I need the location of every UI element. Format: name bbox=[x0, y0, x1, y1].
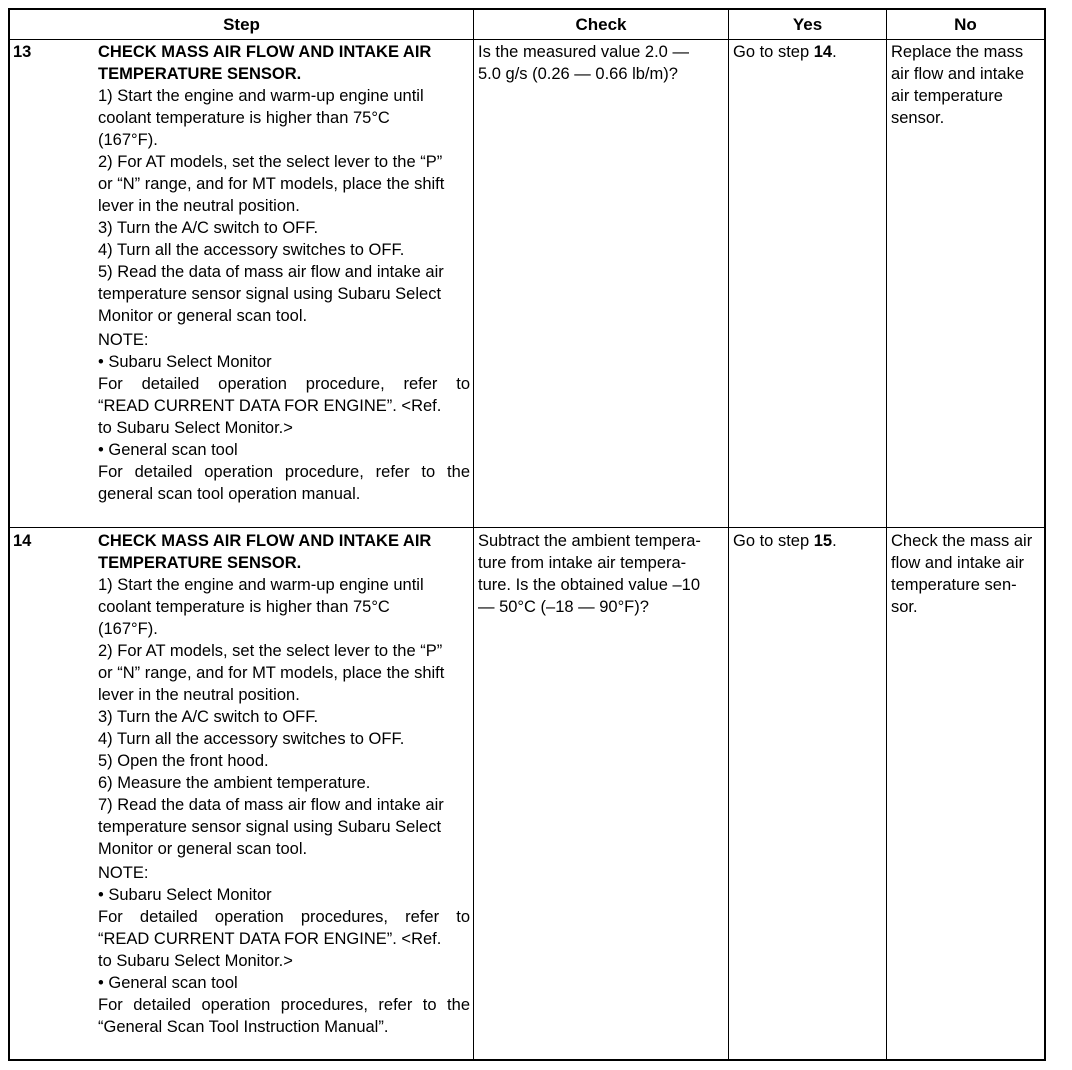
note-line: • Subaru Select Monitor bbox=[98, 886, 272, 904]
note-line: For detailed operation procedure, refer to bbox=[98, 375, 470, 393]
no-line: temperature sen- bbox=[891, 576, 1017, 594]
procedure-line: 3) Turn the A/C switch to OFF. bbox=[98, 219, 319, 237]
no-line: air temperature bbox=[891, 87, 1003, 105]
check-cell bbox=[478, 530, 726, 618]
procedure-line: 6) Measure the ambient temperature. bbox=[98, 774, 371, 792]
header-no: No bbox=[954, 15, 977, 34]
step-title: CHECK MASS AIR FLOW AND INTAKE AIR bbox=[98, 532, 432, 550]
col-divider bbox=[886, 10, 887, 1059]
note-line: • General scan tool bbox=[98, 441, 238, 459]
header-step: Step bbox=[223, 15, 260, 34]
procedure-line: 7) Read the data of mass air flow and intake air bbox=[98, 796, 444, 814]
no-line: Check the mass air bbox=[891, 532, 1033, 550]
header-check: Check bbox=[575, 15, 627, 34]
no-line: Replace the mass bbox=[891, 43, 1024, 61]
no-line: air flow and intake bbox=[891, 65, 1024, 83]
yes-prefix: Go to step bbox=[733, 532, 814, 550]
diagnostic-table bbox=[8, 8, 1046, 1061]
procedure-line: temperature sensor signal using Subaru Select bbox=[98, 285, 442, 303]
step-description bbox=[98, 41, 470, 505]
procedure-line: 5) Open the front hood. bbox=[98, 752, 269, 770]
note-line: For detailed operation procedures, refer to bbox=[98, 908, 470, 926]
note-line: general scan tool operation manual. bbox=[98, 485, 361, 503]
procedure-line: (167°F). bbox=[98, 131, 158, 149]
procedure-line: 1) Start the engine and warm-up engine until bbox=[98, 87, 424, 105]
note-line: • General scan tool bbox=[98, 974, 238, 992]
procedure-line: Monitor or general scan tool. bbox=[98, 840, 308, 858]
no-cell bbox=[891, 530, 1043, 618]
yes-step-link[interactable]: 14 bbox=[813, 43, 833, 61]
step-number: 13 bbox=[13, 43, 32, 61]
no-line: flow and intake air bbox=[891, 554, 1024, 572]
procedure-line: lever in the neutral position. bbox=[98, 686, 300, 704]
procedure-line: 2) For AT models, set the select lever to the “P” bbox=[98, 153, 443, 171]
step-number: 14 bbox=[13, 532, 32, 550]
procedure-line: 5) Read the data of mass air flow and intake air bbox=[98, 263, 444, 281]
note-line: to Subaru Select Monitor.> bbox=[98, 952, 293, 970]
note-label: NOTE: bbox=[98, 331, 149, 349]
no-cell bbox=[891, 41, 1043, 129]
procedure-line: or “N” range, and for MT models, place the shift bbox=[98, 664, 445, 682]
row-divider bbox=[10, 527, 1044, 528]
no-line: sensor. bbox=[891, 109, 945, 127]
procedure-line: 1) Start the engine and warm-up engine until bbox=[98, 576, 424, 594]
yes-cell bbox=[733, 530, 883, 552]
procedure-line: lever in the neutral position. bbox=[98, 197, 300, 215]
procedure-line: 2) For AT models, set the select lever to the “P” bbox=[98, 642, 443, 660]
yes-suffix: . bbox=[832, 43, 837, 61]
check-line: 5.0 g/s (0.26 — 0.66 lb/m)? bbox=[478, 65, 678, 83]
check-line: ture. Is the obtained value –10 bbox=[478, 576, 700, 594]
step-description bbox=[98, 530, 470, 1038]
step-title: CHECK MASS AIR FLOW AND INTAKE AIR bbox=[98, 43, 432, 61]
note-label: NOTE: bbox=[98, 864, 149, 882]
procedure-line: Monitor or general scan tool. bbox=[98, 307, 308, 325]
yes-step-link[interactable]: 15 bbox=[813, 532, 833, 550]
check-line: Subtract the ambient tempera- bbox=[478, 532, 701, 550]
note-line: For detailed operation procedure, refer to the bbox=[98, 463, 470, 481]
yes-prefix: Go to step bbox=[733, 43, 814, 61]
note-line: For detailed operation procedures, refer to the bbox=[98, 996, 470, 1014]
step-title: TEMPERATURE SENSOR. bbox=[98, 65, 302, 83]
procedure-line: temperature sensor signal using Subaru Select bbox=[98, 818, 442, 836]
no-line: sor. bbox=[891, 598, 918, 616]
note-line: • Subaru Select Monitor bbox=[98, 353, 272, 371]
procedure-line: or “N” range, and for MT models, place the shift bbox=[98, 175, 445, 193]
yes-cell bbox=[733, 41, 883, 63]
procedure-line: 4) Turn all the accessory switches to OFF. bbox=[98, 241, 405, 259]
note-line: “READ CURRENT DATA FOR ENGINE”. <Ref. bbox=[98, 397, 442, 415]
check-cell bbox=[478, 41, 726, 85]
note-line: “General Scan Tool Instruction Manual”. bbox=[98, 1018, 389, 1036]
note-line: “READ CURRENT DATA FOR ENGINE”. <Ref. bbox=[98, 930, 442, 948]
procedure-line: coolant temperature is higher than 75°C bbox=[98, 109, 390, 127]
check-line: Is the measured value 2.0 — bbox=[478, 43, 689, 61]
procedure-line: (167°F). bbox=[98, 620, 158, 638]
check-line: ture from intake air tempera- bbox=[478, 554, 687, 572]
yes-suffix: . bbox=[832, 532, 837, 550]
col-divider bbox=[728, 10, 729, 1059]
step-title: TEMPERATURE SENSOR. bbox=[98, 554, 302, 572]
note-line: to Subaru Select Monitor.> bbox=[98, 419, 293, 437]
procedure-line: 4) Turn all the accessory switches to OFF. bbox=[98, 730, 405, 748]
procedure-line: 3) Turn the A/C switch to OFF. bbox=[98, 708, 319, 726]
procedure-line: coolant temperature is higher than 75°C bbox=[98, 598, 390, 616]
check-line: — 50°C (–18 — 90°F)? bbox=[478, 598, 649, 616]
header-yes: Yes bbox=[792, 15, 823, 34]
col-divider bbox=[473, 10, 474, 1059]
